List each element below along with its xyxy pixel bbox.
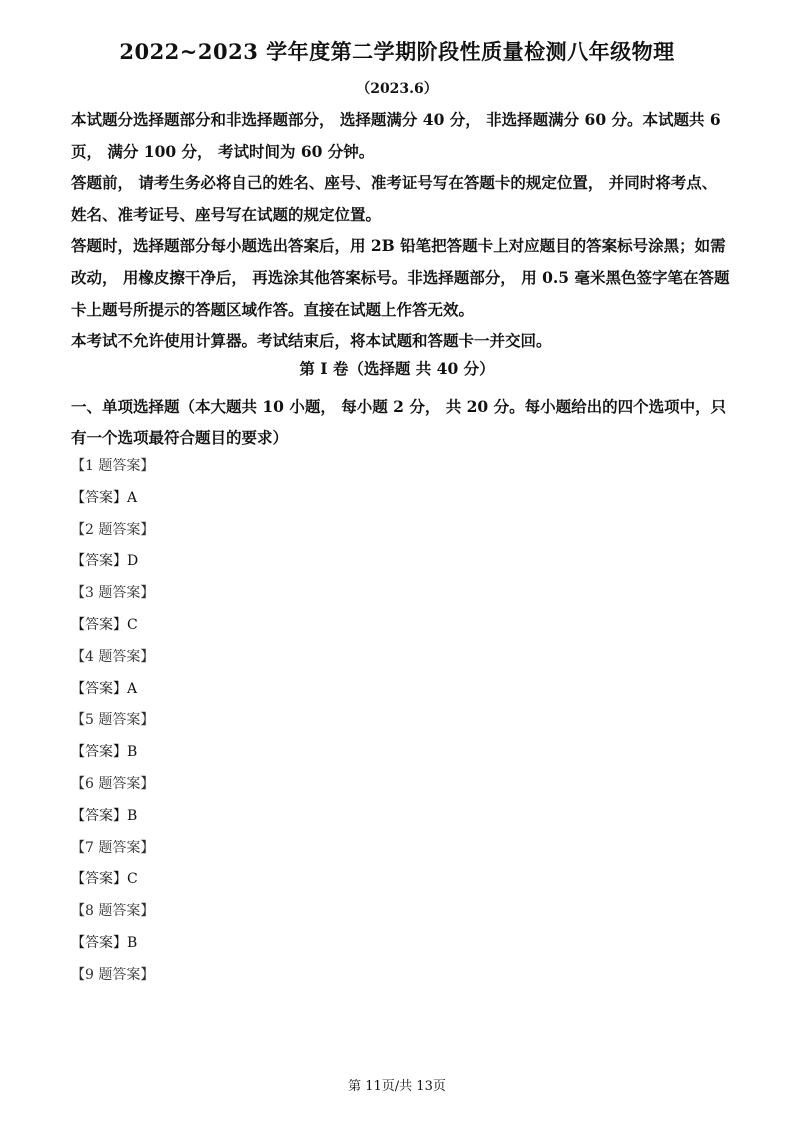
answer-line: 【答案】B bbox=[71, 934, 138, 951]
instruction-paragraph: 答题前， 请考生务必将自己的姓名、座号、准考证号写在答题卡的规定位置， 并同时将考点、姓名、准考证号、座号写在试题的规定位置。 bbox=[71, 173, 718, 224]
exam-date: （2023.6） bbox=[356, 81, 438, 97]
question-heading: 【7 题答案】 bbox=[71, 839, 155, 856]
answer-list bbox=[71, 454, 154, 995]
question-heading: 【9 题答案】 bbox=[71, 966, 155, 983]
instruction-paragraph: 本试题分选择题部分和非选择题部分， 选择题满分 40 分， 非选择题满分 60 分。本试题共 6 页， 满分 100 分， 考试时间为 60 分钟。 bbox=[71, 110, 721, 161]
answer-line: 【答案】B bbox=[71, 744, 138, 761]
instruction-paragraph: 答题时，选择题部分每小题选出答案后，用 2B 铅笔把答题卡上对应题目的答案标号涂黑；如需改动， 用橡皮擦干净后， 再选涂其他答案标号。非选择题部分， 用 0.5 毫米黑色签字笔在答题卡上题号所提示的答题区域作答。直接在试题上作答无效。 bbox=[71, 236, 730, 319]
question-heading: 【1 题答案】 bbox=[71, 458, 155, 474]
question-heading: 【4 题答案】 bbox=[71, 648, 155, 665]
question-heading: 【2 题答案】 bbox=[71, 521, 155, 538]
answer-line: 【答案】D bbox=[71, 553, 139, 570]
instruction-paragraph: 本考试不允许使用计算器。考试结束后，将本试题和答题卡一并交回。 bbox=[71, 331, 552, 351]
page-indicator: 第 11页/共 13页 bbox=[348, 1079, 446, 1094]
answer-line: 【答案】C bbox=[71, 616, 138, 633]
answer-line: 【答案】B bbox=[71, 807, 138, 824]
question-heading: 【6 题答案】 bbox=[71, 775, 155, 792]
section-title: 第 I 卷（选择题 共 40 分） bbox=[299, 359, 495, 378]
question-heading: 【8 题答案】 bbox=[71, 903, 155, 920]
answer-line: 【答案】A bbox=[71, 680, 138, 697]
answer-line: 【答案】A bbox=[71, 489, 138, 506]
part-heading: 一、单项选择题（本大题共 10 小题， 每小题 2 分， 共 20 分。每小题给出的四个选项中，只有一个选项最符合题目的要求） bbox=[71, 397, 727, 447]
question-heading: 【3 题答案】 bbox=[71, 585, 155, 602]
document-title: 2022~2023 学年度第二学期阶段性质量检测八年级物理 bbox=[119, 39, 675, 64]
answer-line: 【答案】C bbox=[71, 871, 138, 888]
question-heading: 【5 题答案】 bbox=[71, 712, 155, 729]
instructions-block bbox=[71, 104, 731, 357]
